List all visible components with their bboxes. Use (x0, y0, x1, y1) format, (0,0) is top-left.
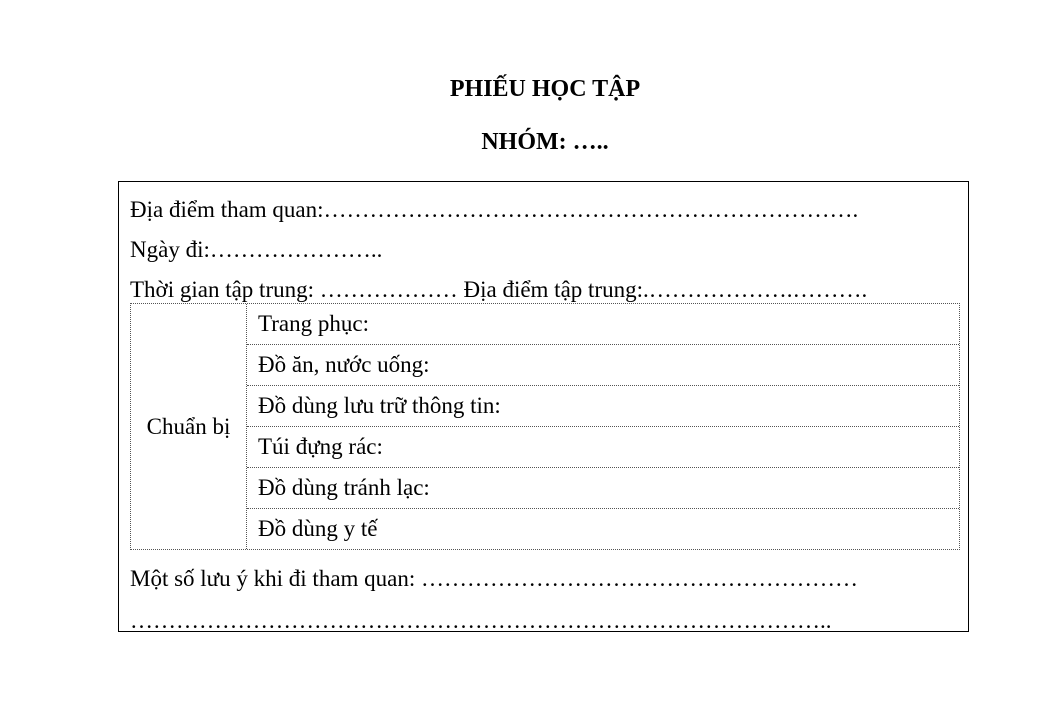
prep-item-food-drink: Đồ ăn, nước uống: (247, 345, 959, 386)
prep-item-medical-supplies: Đồ dùng y tế (258, 516, 378, 541)
preparation-label: Chuẩn bị (131, 304, 247, 549)
prep-item-trash-bag: Túi đựng rác: (247, 427, 959, 468)
gathering-line: Thời gian tập trung: ……………… Địa điểm tập trung:.……………….………. (130, 277, 868, 302)
prep-item-clothing: Trang phục: (247, 304, 959, 345)
worksheet-frame (118, 181, 969, 632)
date-line: Ngày đi:………………….. (130, 237, 383, 262)
preparation-table (130, 303, 960, 550)
notes-continuation-line: ……………………………………………………………………………….. (130, 608, 832, 633)
prep-item-recording-tools: Đồ dùng lưu trữ thông tin: (247, 386, 959, 427)
worksheet-title: PHIẾU HỌC TẬP (449, 76, 641, 102)
preparation-items (247, 304, 959, 549)
group-label: NHÓM: ….. (481, 129, 609, 155)
destination-line: Địa điểm tham quan:……………………………………………………………. (130, 197, 859, 222)
prep-item-anti-lost-tools: Đồ dùng tránh lạc: (247, 468, 959, 509)
notes-line: Một số lưu ý khi đi tham quan: ………………………………………………… (130, 566, 859, 591)
